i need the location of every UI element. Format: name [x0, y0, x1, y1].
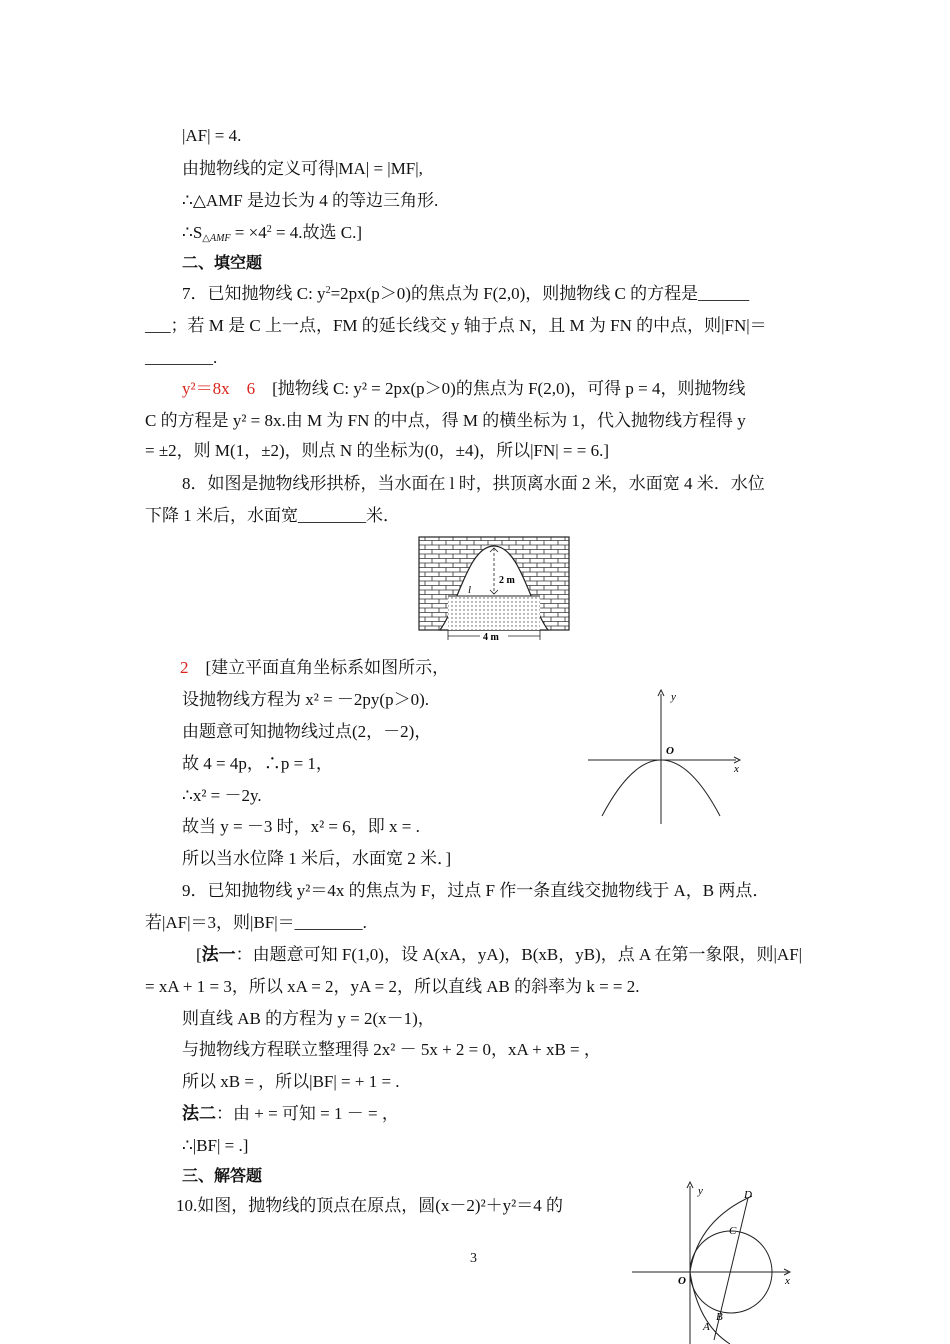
q7-line3: ________. — [145, 348, 218, 367]
a8-line1: 2 [建立平面直角坐标系如图所示， — [180, 658, 450, 677]
section-fill-blank: 二、填空题 — [182, 253, 263, 272]
a7-line1: y²＝8x 6 [抛物线 C: y² = 2px(p＞0)的焦点为 F(2,0)，可得 p = 4，则抛物线 — [182, 379, 746, 398]
q8-line1: 8．如图是抛物线形拱桥，当水面在 l 时，拱顶离水面 2 米，水面宽 4 米．水位 — [182, 474, 765, 493]
width-label: 4 m — [483, 632, 499, 643]
a8-answer: 2 — [180, 658, 189, 677]
a8-line6: 故当 y = －3 时，x² = 6，即 x = . — [182, 817, 420, 836]
water-level-label: l — [468, 584, 472, 596]
parabola-axes-figure — [588, 686, 748, 826]
line-parabola-def: 由抛物线的定义可得|MA| = |MF|, — [182, 159, 423, 178]
x-axis-label: x — [734, 763, 739, 775]
a9-line6: 法二：由 + = 可知 = 1 － = ， — [182, 1104, 399, 1123]
a9-line5: 所以 xB = ，所以|BF| = + 1 = . — [182, 1072, 400, 1091]
y-axis-label: y — [671, 691, 676, 703]
method-two-label: 法二 — [182, 1104, 216, 1123]
height-label: 2 m — [499, 575, 515, 586]
fig3-y-label: y — [698, 1185, 703, 1197]
page-number: 3 — [470, 1251, 477, 1266]
point-b-label: B — [716, 1311, 723, 1323]
q7-line2: ___；若 M 是 C 上一点，FM 的延长线交 y 轴于点 N，且 M 为 FN 的中点，则|FN|＝ — [145, 316, 767, 335]
point-c-label: C — [729, 1225, 737, 1237]
a9-line3: 则直线 AB 的方程为 y = 2(x－1)， — [182, 1009, 435, 1028]
arch-bridge-figure — [418, 536, 570, 644]
q8-line2: 下降 1 米后，水面宽________米． — [145, 506, 400, 525]
a9-line7: ∴|BF| = .] — [182, 1136, 249, 1155]
line-area: $\therefore S_{\triangle AMF} = \times 4^2 = 4$.故选 C.] — [182, 223, 363, 244]
q7-line1: 7．已知抛物线 C: $y^2=2px(p>0)$的焦点为 F(2,0)，则抛物线 C 的方程是______ — [182, 284, 750, 303]
a8-line2: 设抛物线方程为 x² = －2py(p＞0). — [182, 690, 430, 709]
a8-line7: 所以当水位降 1 米后，水面宽 2 米．] — [182, 849, 452, 868]
a7-answer: y²＝8x 6 — [182, 379, 256, 398]
a8-line5: ∴x² = －2y. — [182, 786, 262, 805]
a8-line3: 由题意可知抛物线过点(2，－2)， — [182, 722, 432, 741]
a7-line2: C 的方程是 y² = 8x.由 M 为 FN 的中点，得 M 的横坐标为 1，代入抛物线方程得 y — [145, 411, 746, 430]
fig3-origin-label: O — [678, 1275, 686, 1287]
q10-line1: 10.如图，抛物线的顶点在原点，圆(x－2)²＋y²＝4 的 — [176, 1196, 564, 1215]
a7-line3: = ±2，则 M(1，±2)，则点 N 的坐标为(0，±4)，所以|FN| = = 6.] — [145, 441, 609, 460]
section-solve: 三、解答题 — [182, 1166, 263, 1185]
method-one-label: 法一 — [201, 945, 236, 964]
a9-line1: [法一：由题意可知 F(1,0)，设 A(xA，yA)，B(xB，yB)，点 A 在第一象限，则|AF| — [196, 945, 803, 964]
a8-line4: 故 4 = 4p，∴p = 1， — [182, 754, 333, 773]
fig3-x-label: x — [785, 1275, 790, 1287]
point-a-label: A — [703, 1321, 710, 1333]
q9-line1: 9．已知抛物线 y²＝4x 的焦点为 F，过点 F 作一条直线交抛物线于 A，B 两点． — [182, 881, 770, 900]
circle-parabola-figure — [630, 1180, 805, 1344]
line-af: |AF| = 4. — [182, 126, 242, 145]
line-triangle: ∴△AMF 是边长为 4 的等边三角形. — [182, 191, 439, 210]
a9-line4: 与抛物线方程联立整理得 2x² － 5x + 2 = 0，xA + xB = ， — [182, 1040, 601, 1059]
point-d-label: D — [744, 1189, 752, 1201]
q9-line2: 若|AF|＝3，则|BF|＝________. — [145, 913, 367, 932]
origin-label: O — [666, 745, 674, 757]
a9-line2: = xA + 1 = 3，所以 xA = 2，yA = 2，所以直线 AB 的斜率为 k = = 2. — [145, 977, 640, 996]
